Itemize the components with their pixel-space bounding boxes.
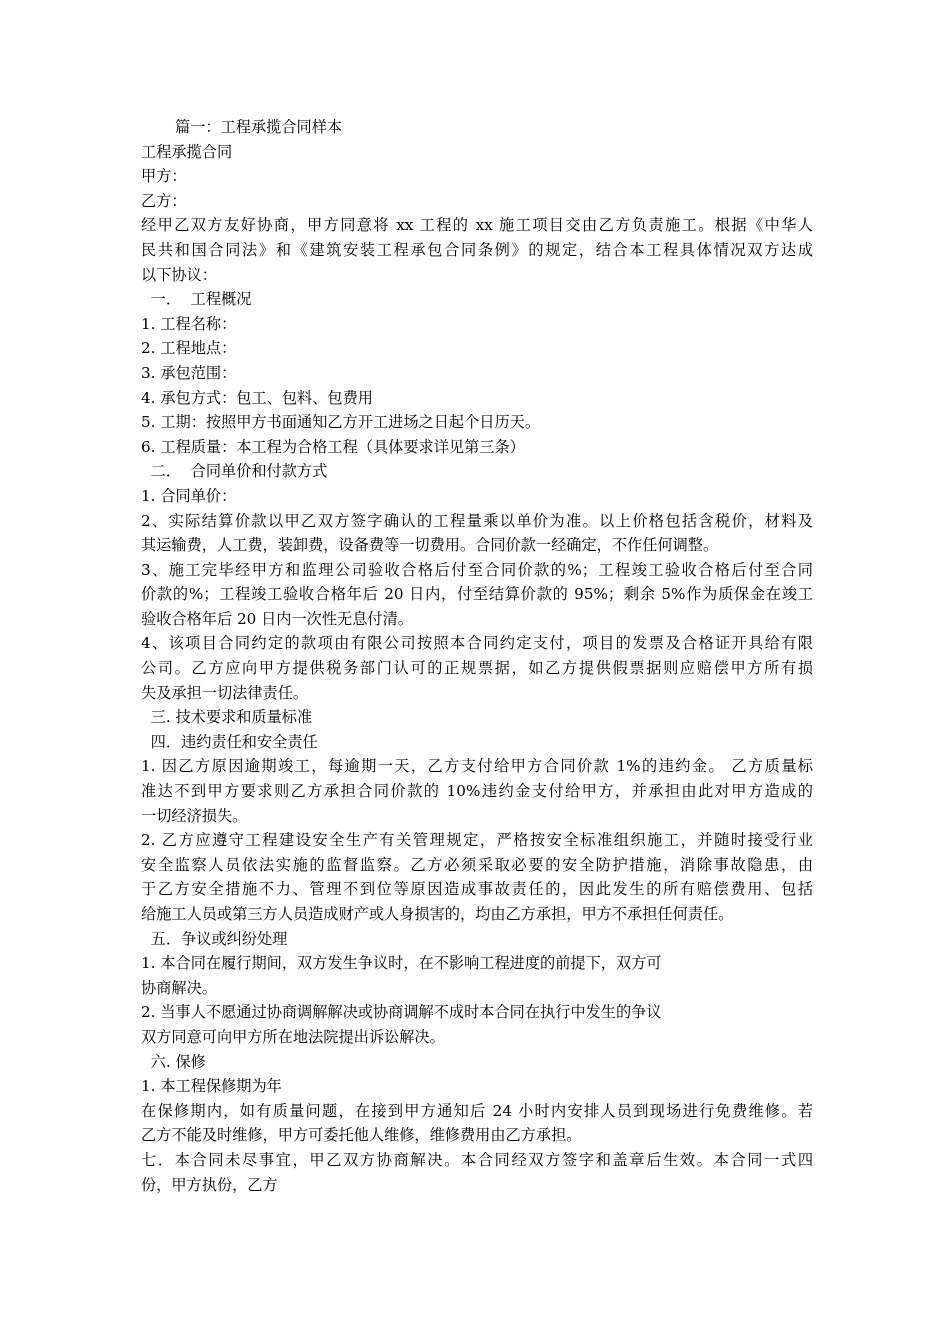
text-line: 在保修期内，如有质量问题，在接到甲方通知后 24 小时内安排人员到现场进行免费维修。若 <box>141 1101 813 1120</box>
text-line: 民共和国合同法》和《建筑安装工程承包合同条例》的规定，结合本工程具体情况双方达成 <box>141 240 813 259</box>
text-line: 1. 本工程保修期为年 <box>141 1077 282 1096</box>
text-line: 于乙方安全措施不力、管理不到位等原因造成事故责任的，因此发生的所有赔偿费用、包括 <box>141 880 813 899</box>
text-line: 五．争议或纠纷处理 <box>141 929 288 948</box>
text-line: 验收合格年后 20 日内一次性无息付清。 <box>141 609 413 628</box>
text-line: 给施工人员或第三方人员造成财产或人身损害的，均由乙方承担，甲方不承担任何责任。 <box>141 905 734 923</box>
text-line: 份，甲方执份，乙方 <box>141 1175 278 1194</box>
document-page <box>141 115 813 1197</box>
text-line: 失及承担一切法律责任。 <box>141 683 309 702</box>
text-line: 1. 因乙方原因逾期竣工，每逾期一天，乙方支付给甲方合同价款 1%的违约金。 乙方质量标 <box>141 757 813 776</box>
text-line: 1. 工程名称： <box>141 314 237 333</box>
text-line: 6. 工程质量：本工程为合格工程（具体要求详见第三条） <box>141 437 525 456</box>
text-line: 安全监察人员依法实施的监督监察。乙方必须采取必要的安全防护措施，消除事故隐患，由 <box>141 855 813 874</box>
text-line: 4. 承包方式：包工、包料、包费用 <box>141 388 373 407</box>
text-line: 四．违约责任和安全责任 <box>141 732 318 751</box>
text-line: 其运输费，人工费，装卸费，设备费等一切费用。合同价款一经确定，不作任何调整。 <box>141 536 719 555</box>
text-line: 七．本合同未尽事宜，甲乙双方协商解决。本合同经双方签字和盖章后生效。本合同一式四 <box>141 1150 813 1169</box>
text-line: 公司。乙方应向甲方提供税务部门认可的正规票据，如乙方提供假票据则应赔偿甲方所有损 <box>141 659 813 678</box>
text-line: 六. 保修 <box>141 1052 206 1071</box>
text-line: 经甲乙双方友好协商，甲方同意将 xx 工程的 xx 施工项目交由乙方负责施工。根据《中华人 <box>141 216 813 235</box>
text-line: 5. 工期：按照甲方书面通知乙方开工进场之日起个日历天。 <box>141 413 541 432</box>
text-line: 乙方： <box>141 191 187 210</box>
text-line: 以下协议： <box>141 265 217 284</box>
text-line: 1. 本合同在履行期间，双方发生争议时，在不影响工程进度的前提下，双方可 <box>141 954 662 973</box>
text-line: 2. 当事人不愿通过协商调解解决或协商调解不成时本合同在执行中发生的争议 <box>141 1003 662 1022</box>
text-line: 一切经济损失。 <box>141 806 248 825</box>
document-heading: 篇一：工程承揽合同样本 <box>175 118 343 136</box>
text-line: 2. 乙方应遵守工程建设安全生产有关管理规定，严格按安全标准组织施工，并随时接受行业 <box>141 831 813 850</box>
text-line: 2、实际结算价款以甲乙双方签字确认的工程量乘以单价为准。以上价格包括含税价，材料及 <box>141 511 813 530</box>
text-line: 准达不到甲方要求则乙方承担合同价款的 10%违约金支付给甲方，并承担由此对甲方造成的 <box>141 782 813 801</box>
text-line: 3. 承包范围： <box>141 363 237 382</box>
text-line: 双方同意可向甲方所在地法院提出诉讼解决。 <box>141 1027 445 1046</box>
text-line: 乙方不能及时维修，甲方可委托他人维修，维修费用由乙方承担。 <box>141 1126 582 1145</box>
text-line: 一． 工程概况 <box>141 290 252 309</box>
text-line: 三. 技术要求和质量标准 <box>141 708 313 727</box>
document-title: 工程承揽合同 <box>141 142 233 161</box>
text-line: 1. 合同单价： <box>141 486 237 505</box>
text-line: 甲方： <box>141 167 187 186</box>
text-line: 价款的%；工程竣工验收合格年后 20 日内，付至结算价款的 95%；剩余 5%作为质保金在竣工 <box>141 585 813 604</box>
text-line: 协商解决。 <box>141 978 217 997</box>
text-line: 3、施工完毕经甲方和监理公司验收合格后付至合同价款的%；工程竣工验收合格后付至合同 <box>141 560 813 579</box>
text-line: 2. 工程地点： <box>141 339 237 358</box>
text-line: 二． 合同单价和付款方式 <box>141 462 328 481</box>
text-line: 4、该项目合同约定的款项由有限公司按照本合同约定支付，项目的发票及合格证开具给有限 <box>141 634 813 653</box>
